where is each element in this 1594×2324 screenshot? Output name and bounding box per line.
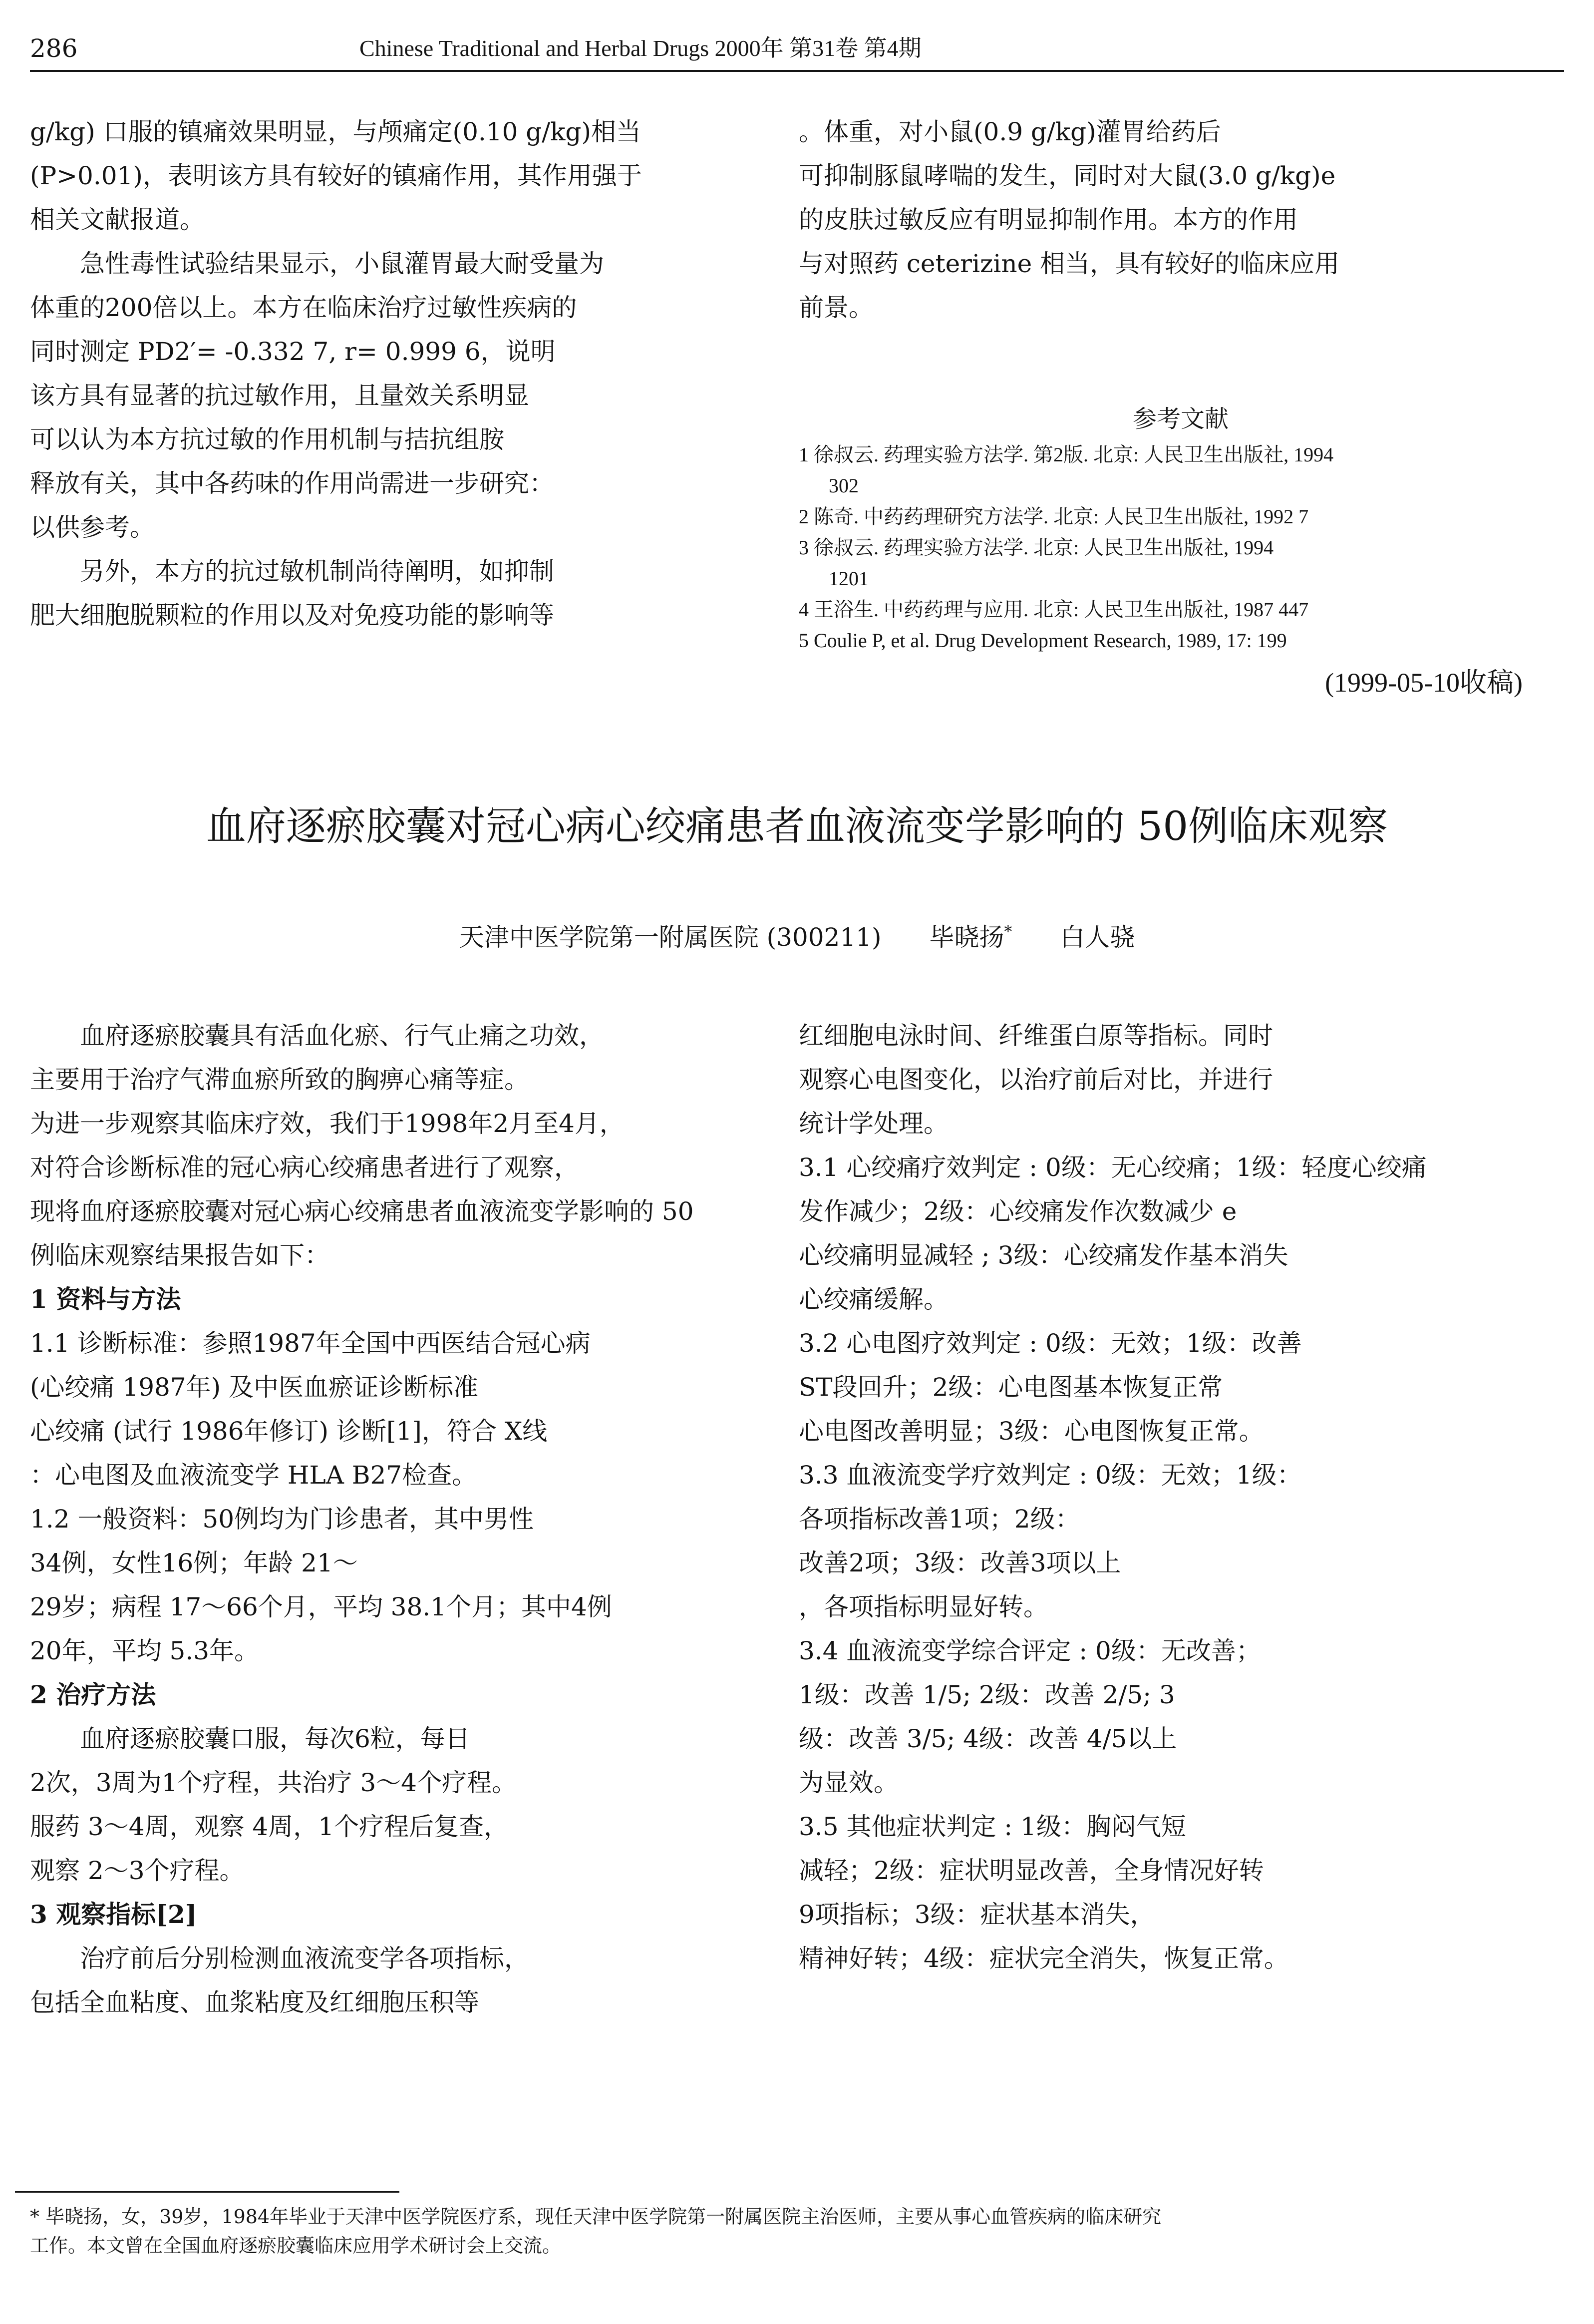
footnote-rule [15,2191,399,2193]
text-line: 。体重，对小鼠(0.9 g/kg)灌胃给药后 [799,117,1221,146]
text-line: 减轻；2级：症状明显改善，全身情况好转 [799,1856,1264,1885]
text-line: 34例，女性16例；年龄 21～ [30,1549,358,1577]
running-header [30,31,1564,66]
text-line: 9项指标；3级：症状基本消失， [799,1900,1155,1929]
reference-item: 3 徐叔云. 药理实验方法学. 北京: 人民卫生出版社, 1994 [799,536,1274,559]
text-line: 3.4 血液流变学综合评定 : 0级：无改善； [799,1636,1261,1665]
author-footnote-mark: * [1004,922,1012,941]
text-line: 为显效。 [799,1768,899,1797]
text-line: 以供参考。 [30,513,155,542]
text-line: 3.5 其他症状判定 : 1级：胸闷气短 [799,1812,1186,1841]
text-line: 3.3 血液流变学疗效判定 : 0级：无效；1级： [799,1461,1302,1490]
text-line: 改善2项；3级：改善3项以上 [799,1549,1121,1577]
text-line: (P>0.01)，表明该方具有较好的镇痛作用，其作用强于 [30,161,642,190]
text-line: 另外，本方的抗过敏机制尚待阐明，如抑制 [80,557,554,586]
text-line: ，各项指标明显好转。 [799,1592,1048,1621]
author-affiliation: 天津中医学院第一附属医院 (300211) [459,922,882,952]
text-line: 观察心电图变化，以治疗前后对比，并进行 [799,1065,1273,1094]
footnote-line: * 毕晓扬，女，39岁，1984年毕业于天津中医学院医疗系，现任天津中医学院第一附属医院主治医师，主要从事心血管疾病的临床研究 [30,2206,1162,2228]
references-title: 参考文献 [1132,406,1229,432]
text-line: 1.1 诊断标准：参照1987年全国中西医结合冠心病 [30,1329,591,1358]
article-title: 血府逐瘀胶囊对冠心病心绞痛患者血液流变学影响的 50例临床观察 [206,803,1388,849]
text-line: 各项指标改善1项；2级： [799,1505,1080,1534]
text-line: 20年，平均 5.3年。 [30,1636,260,1665]
text-line: 服药 3～4周，观察 4周，1个疗程后复查， [30,1812,509,1841]
text-line: 可以认为本方抗过敏的作用机制与拮抗组胺 [30,425,504,454]
text-line: 29岁；病程 17～66个月，平均 38.1个月；其中4例 [30,1592,612,1621]
text-line: 包括全血粘度、血浆粘度及红细胞压积等 [30,1988,479,2017]
text-line: 相关文献报道。 [30,205,205,234]
text-line: ：心电图及血液流变学 HLA B27检查。 [30,1461,477,1490]
text-line: 对符合诊断标准的冠心病心绞痛患者进行了观察， [30,1153,579,1182]
journal-title: Chinese Traditional and Herbal Drugs 2000年 第31卷 第4期 [359,35,922,61]
references [799,399,1563,705]
text-line: 观察 2～3个疗程。 [30,1856,245,1885]
text-line: 1级：改善 1/5; 2级：改善 2/5; 3 [799,1680,1175,1709]
section-heading: 1 资料与方法 [30,1284,181,1314]
text-line: 级：改善 3/5; 4级：改善 4/5以上 [799,1724,1177,1753]
text-line: 精神好转；4级：症状完全消失，恢复正常。 [799,1944,1289,1973]
header-rule [30,70,1564,72]
text-line: 前景。 [799,293,874,322]
article-left-column [30,1014,779,2024]
author-name-2: 白人骁 [1060,922,1135,952]
text-line: 现将血府逐瘀胶囊对冠心病心绞痛患者血液流变学影响的 50 [30,1197,694,1226]
text-line: 治疗前后分别检测血液流变学各项指标， [80,1944,529,1973]
footnote-line: 工作。本文曾在全国血府逐瘀胶囊临床应用学术研讨会上交流。 [30,2235,562,2257]
prev-article-left-column [30,110,779,637]
reference-item: 4 王浴生. 中药药理与应用. 北京: 人民卫生出版社, 1987 447 [799,598,1309,621]
text-line: 统计学处理。 [799,1109,949,1138]
text-line: 血府逐瘀胶囊口服，每次6粒，每日 [80,1724,470,1753]
reference-item-continued: 302 [829,474,859,497]
page-number: 286 [30,34,78,63]
text-line: 心电图改善明显；3级：心电图恢复正常。 [799,1417,1264,1446]
reference-item-continued: 1201 [829,567,869,590]
text-line: 3.1 心绞痛疗效判定 : 0级：无心绞痛；1级：轻度心绞痛 [799,1153,1427,1182]
text-line: 可抑制豚鼠哮喘的发生，同时对大鼠(3.0 g/kg)e [799,161,1336,190]
author-name [929,923,1012,952]
text-line: (心绞痛 1987年) 及中医血瘀证诊断标准 [30,1373,479,1402]
footnote [30,2202,1564,2260]
text-line: 例临床观察结果报告如下： [30,1241,329,1270]
author-name-1: 毕晓扬 [929,922,1004,952]
text-line: 发作减少；2级：心绞痛发作次数减少 e [799,1197,1237,1226]
reference-item: 5 Coulie P, et al. Drug Development Research, 1989, 17: 199 [799,629,1287,652]
text-line: 主要用于治疗气滞血瘀所致的胸痹心痛等症。 [30,1065,529,1094]
text-line: 红细胞电泳时间、纤维蛋白原等指标。同时 [799,1021,1273,1050]
text-line: 血府逐瘀胶囊具有活血化瘀、行气止痛之功效， [80,1021,604,1050]
received-date: (1999-05-10收稿) [1325,668,1523,698]
text-line: 的皮肤过敏反应有明显抑制作用。本方的作用 [799,205,1298,234]
text-line: 体重的200倍以上。本方在临床治疗过敏性疾病的 [30,293,577,322]
reference-item: 1 徐叔云. 药理实验方法学. 第2版. 北京: 人民卫生出版社, 1994 [799,443,1334,466]
text-line: 急性毒性试验结果显示，小鼠灌胃最大耐受量为 [80,249,604,278]
section-heading: 2 治疗方法 [30,1680,156,1709]
article-authors [30,909,1564,960]
text-line: 心绞痛 (试行 1986年修订) 诊断[1]，符合 X线 [30,1417,548,1446]
text-line: 肥大细胞脱颗粒的作用以及对免疫功能的影响等 [30,601,554,630]
text-line: 与对照药 ceterizine 相当，具有较好的临床应用 [799,249,1340,278]
text-line: 心绞痛明显减轻 ; 3级：心绞痛发作基本消失 [799,1241,1288,1270]
text-line: 2次，3周为1个疗程，共治疗 3～4个疗程。 [30,1768,517,1797]
section-heading: 3 观察指标[2] [30,1900,197,1929]
text-line: 释放有关，其中各药味的作用尚需进一步研究： [30,469,554,498]
reference-item: 2 陈奇. 中药药理研究方法学. 北京: 人民卫生出版社, 1992 7 [799,505,1309,528]
text-line: ST段回升；2级：心电图基本恢复正常 [799,1373,1223,1402]
text-line: 1.2 一般资料：50例均为门诊患者，其中男性 [30,1505,534,1534]
text-line: 为进一步观察其临床疗效，我们于1998年2月至4月， [30,1109,625,1138]
text-line: 心绞痛缓解。 [799,1285,949,1314]
prev-article-right-column [799,110,1563,330]
text-line: 同时测定 PD2′= -0.332 7, r= 0.999 6，说明 [30,337,556,366]
text-line: g/kg) 口服的镇痛效果明显，与颅痛定(0.10 g/kg)相当 [30,117,641,146]
article-right-column [799,1014,1563,1980]
text-line: 3.2 心电图疗效判定 : 0级：无效；1级：改善 [799,1329,1302,1358]
text-line: 该方具有显著的抗过敏作用，且量效关系明显 [30,381,529,410]
